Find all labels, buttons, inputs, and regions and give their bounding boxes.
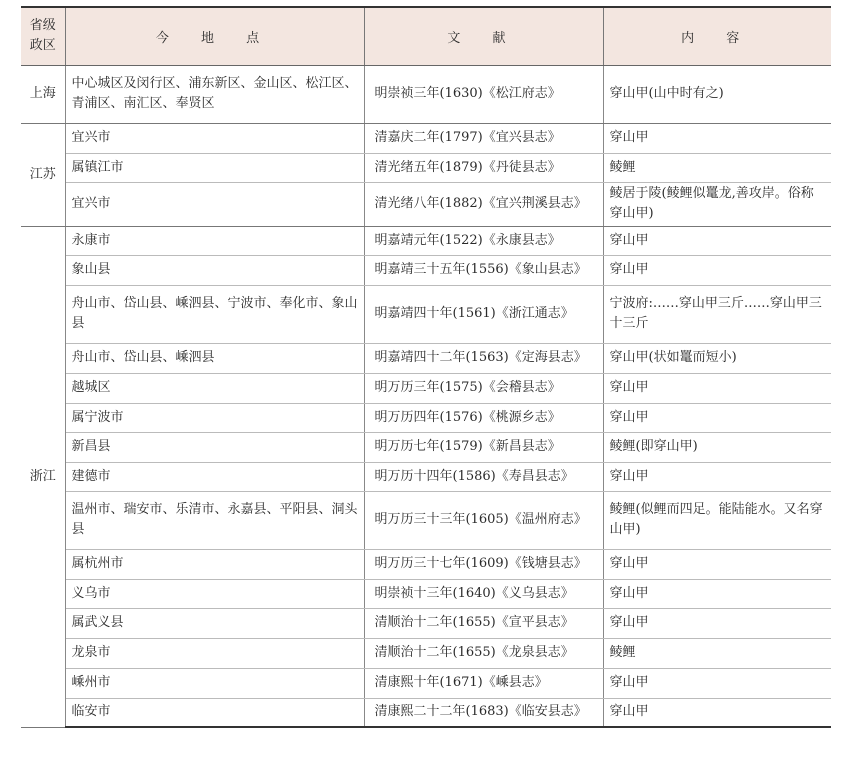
place-cell: 义乌市: [65, 579, 364, 608]
table-row: [21, 226, 831, 255]
content-cell: 穿山甲: [603, 373, 831, 403]
content-cell: 鲮鲤(即穿山甲): [603, 432, 831, 462]
content-cell: 宁波府:……穿山甲三斤……穿山甲三十三斤: [603, 285, 831, 343]
table-row: [21, 123, 831, 153]
table-row: [21, 638, 831, 668]
literature-cell: 明万历三年(1575)《会稽县志》: [364, 373, 603, 403]
content-cell: 鲮鲤: [603, 638, 831, 668]
literature-cell: 明崇祯三年(1630)《松江府志》: [364, 65, 603, 123]
place-cell: 宜兴市: [65, 123, 364, 153]
header-province: [21, 7, 65, 65]
table-row: [21, 462, 831, 491]
literature-cell: 清顺治十二年(1655)《龙泉县志》: [364, 638, 603, 668]
content-cell: 穿山甲: [603, 462, 831, 491]
content-cell: 穿山甲: [603, 549, 831, 579]
place-cell: 舟山市、岱山县、嵊泗县、宁波市、奉化市、象山县: [65, 285, 364, 343]
content-cell: 穿山甲(山中时有之): [603, 65, 831, 123]
content-cell: 穿山甲: [603, 698, 831, 727]
place-cell: 温州市、瑞安市、乐清市、永嘉县、平阳县、洞头县: [65, 491, 364, 549]
header-content: 内 容: [603, 7, 831, 65]
table-row: [21, 65, 831, 123]
province-cell: 江苏: [21, 123, 65, 226]
literature-cell: 清顺治十二年(1655)《宣平县志》: [364, 608, 603, 638]
literature-cell: 明嘉靖四十年(1561)《浙江通志》: [364, 285, 603, 343]
place-cell: 新昌县: [65, 432, 364, 462]
literature-cell: 清光绪八年(1882)《宜兴荆溪县志》: [364, 182, 603, 226]
province-cell: 浙江: [21, 226, 65, 727]
table-row: [21, 608, 831, 638]
place-cell: 龙泉市: [65, 638, 364, 668]
table-body: [21, 65, 831, 727]
table-row: [21, 373, 831, 403]
place-cell: 象山县: [65, 255, 364, 285]
literature-cell: 明万历十四年(1586)《寿昌县志》: [364, 462, 603, 491]
content-cell: 穿山甲: [603, 608, 831, 638]
literature-cell: 明嘉靖元年(1522)《永康县志》: [364, 226, 603, 255]
header-province-line2: 政区: [29, 38, 56, 54]
table-row: [21, 432, 831, 462]
content-cell: 穿山甲: [603, 255, 831, 285]
province-cell: 上海: [21, 65, 65, 123]
literature-cell: 明万历三十三年(1605)《温州府志》: [364, 491, 603, 549]
content-cell: 穿山甲: [603, 403, 831, 432]
literature-cell: 明嘉靖四十二年(1563)《定海县志》: [364, 343, 603, 373]
place-cell: 嵊州市: [65, 668, 364, 698]
place-cell: 属武义县: [65, 608, 364, 638]
content-cell: 鲮鲤: [603, 153, 831, 182]
literature-cell: 清嘉庆二年(1797)《宜兴县志》: [364, 123, 603, 153]
table-row: [21, 182, 831, 226]
literature-cell: 清光绪五年(1879)《丹徒县志》: [364, 153, 603, 182]
table-row: [21, 698, 831, 727]
table-row: [21, 668, 831, 698]
place-cell: 宜兴市: [65, 182, 364, 226]
content-cell: 鲮鲤(似鲤而四足。能陆能水。又名穿山甲): [603, 491, 831, 549]
table-row: [21, 579, 831, 608]
table-row: [21, 153, 831, 182]
content-cell: 穿山甲: [603, 668, 831, 698]
header-place: 今 地 点: [65, 7, 364, 65]
table-row: [21, 285, 831, 343]
place-cell: 舟山市、岱山县、嵊泗县: [65, 343, 364, 373]
content-cell: 穿山甲: [603, 579, 831, 608]
place-cell: 属宁波市: [65, 403, 364, 432]
content-cell: 鲮居于陵(鲮鲤似鼍龙,善攻岸。俗称穿山甲): [603, 182, 831, 226]
records-table: [21, 6, 831, 728]
content-cell: 穿山甲: [603, 123, 831, 153]
table-row: [21, 491, 831, 549]
table-row: [21, 549, 831, 579]
place-cell: 越城区: [65, 373, 364, 403]
literature-cell: 明万历四年(1576)《桃源乡志》: [364, 403, 603, 432]
literature-cell: 明万历七年(1579)《新昌县志》: [364, 432, 603, 462]
place-cell: 临安市: [65, 698, 364, 727]
table-row: [21, 255, 831, 285]
place-cell: 永康市: [65, 226, 364, 255]
header-literature: 文 献: [364, 7, 603, 65]
place-cell: 中心城区及闵行区、浦东新区、金山区、松江区、青浦区、南汇区、奉贤区: [65, 65, 364, 123]
header-row: [21, 7, 831, 65]
place-cell: 建德市: [65, 462, 364, 491]
place-cell: 属镇江市: [65, 153, 364, 182]
literature-cell: 明崇祯十三年(1640)《义乌县志》: [364, 579, 603, 608]
literature-cell: 明嘉靖三十五年(1556)《象山县志》: [364, 255, 603, 285]
content-cell: 穿山甲: [603, 226, 831, 255]
literature-cell: 清康熙十年(1671)《嵊县志》: [364, 668, 603, 698]
header-province-line1: 省级: [29, 18, 56, 34]
literature-cell: 清康熙二十二年(1683)《临安县志》: [364, 698, 603, 727]
table-row: [21, 343, 831, 373]
place-cell: 属杭州市: [65, 549, 364, 579]
literature-cell: 明万历三十七年(1609)《钱塘县志》: [364, 549, 603, 579]
table-row: [21, 403, 831, 432]
content-cell: 穿山甲(状如鼍而短小): [603, 343, 831, 373]
